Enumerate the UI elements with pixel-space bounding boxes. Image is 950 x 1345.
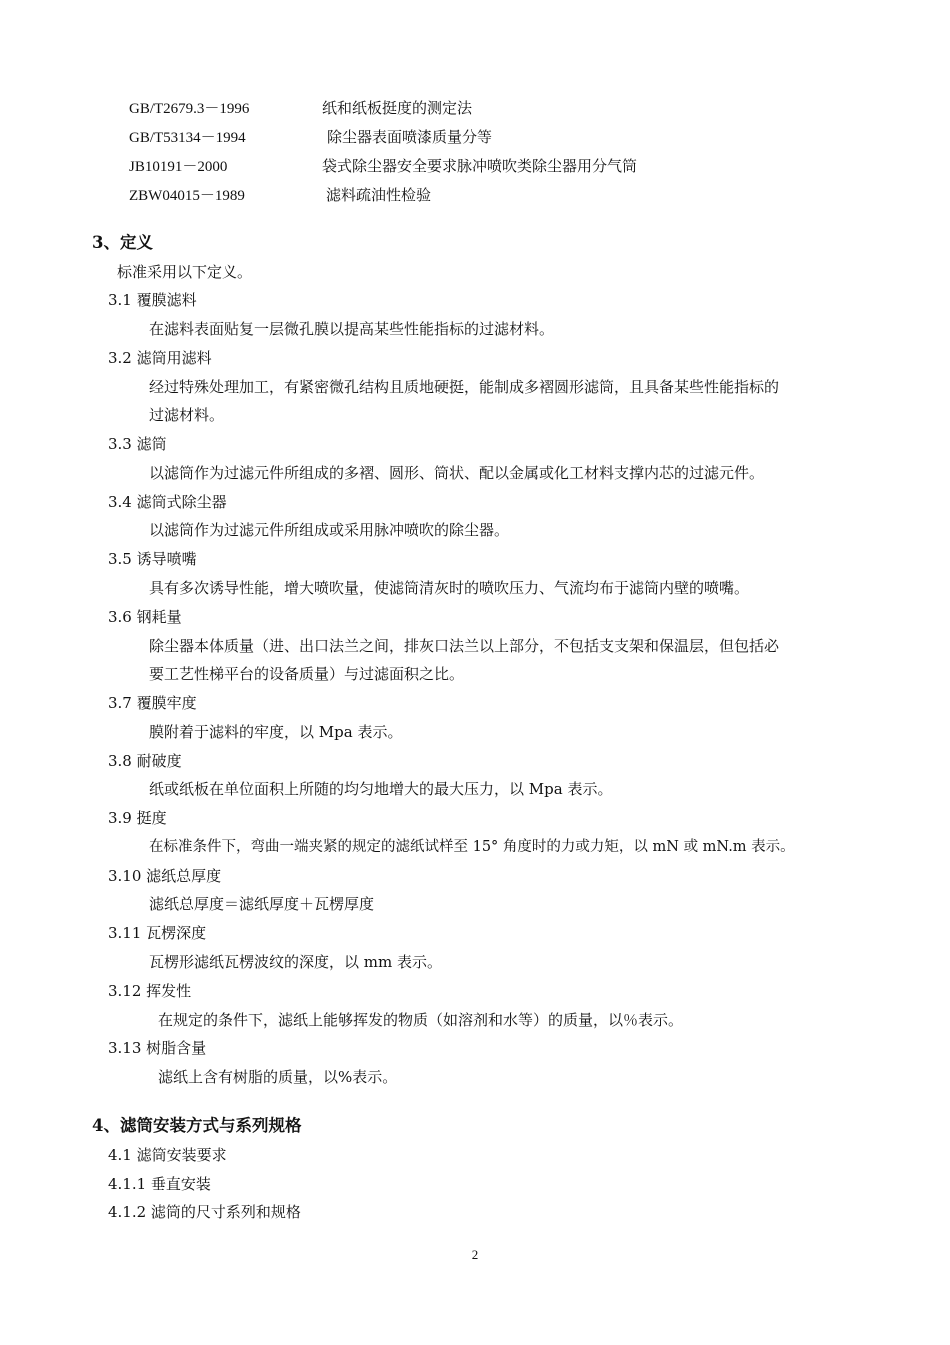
- section-heading: 3、定义: [92, 233, 153, 252]
- definition-text: 膜附着于滤料的牢度，以 Mpa 表示。: [149, 723, 403, 741]
- standard-code: GB/T53134－1994: [129, 130, 246, 146]
- definition-text: 以滤筒作为过滤元件所组成或采用脉冲喷吹的除尘器。: [149, 521, 510, 539]
- definition-title: 3.3 滤筒: [108, 435, 167, 453]
- definition-title: 3.13 树脂含量: [108, 1039, 207, 1057]
- definition-title: 3.12 挥发性: [108, 982, 192, 1000]
- definition-title: 3.2 滤筒用滤料: [108, 349, 212, 367]
- definition-title: 3.9 挺度: [108, 809, 167, 827]
- definition-text: 要工艺性梯平台的设备质量）与过滤面积之比。: [149, 665, 465, 683]
- definition-text: 具有多次诱导性能，增大喷吹量，使滤筒清灰时的喷吹压力、气流均布于滤筒内壁的喷嘴。: [149, 579, 750, 597]
- page-number: 2: [471, 1247, 479, 1262]
- definition-text: 瓦楞形滤纸瓦楞波纹的深度，以 mm 表示。: [149, 953, 442, 971]
- definition-text: 在滤料表面贴复一层微孔膜以提高某些性能指标的过滤材料。: [149, 320, 555, 338]
- standard-name: 纸和纸板挺度的测定法: [322, 99, 473, 117]
- definition-title: 3.11 瓦楞深度: [108, 924, 207, 942]
- definition-text: 纸或纸板在单位面积上所随的均匀地增大的最大压力，以 Mpa 表示。: [149, 780, 613, 798]
- subsection-title: 4.1.2 滤筒的尺寸系列和规格: [108, 1203, 301, 1221]
- section-intro: 标准采用以下定义。: [117, 263, 253, 281]
- subsection-title: 4.1.1 垂直安装: [108, 1175, 211, 1193]
- standard-code: ZBW04015－1989: [129, 188, 245, 204]
- definition-text: 在规定的条件下，滤纸上能够挥发的物质（如溶剂和水等）的质量，以％表示。: [158, 1011, 684, 1029]
- definition-title: 3.8 耐破度: [108, 752, 182, 770]
- standard-name: 滤料疏油性检验: [326, 186, 432, 204]
- standard-name: 袋式除尘器安全要求脉冲喷吹类除尘器用分气筒: [322, 157, 638, 175]
- definition-title: 3.5 诱导喷嘴: [108, 550, 197, 568]
- subsection-title: 4.1 滤筒安装要求: [108, 1146, 227, 1164]
- definition-text: 在标准条件下，弯曲一端夹紧的规定的滤纸试样至 15° 角度时的力或力矩，以 mN 或 mN.m 表示。: [149, 839, 795, 855]
- definition-title: 3.10 滤纸总厚度: [108, 867, 222, 885]
- definition-title: 3.4 滤筒式除尘器: [108, 493, 227, 511]
- standard-code: GB/T2679.3－1996: [129, 101, 250, 117]
- definition-title: 3.1 覆膜滤料: [108, 291, 197, 309]
- definition-text: 滤纸总厚度＝滤纸厚度＋瓦楞厚度: [149, 895, 375, 913]
- definition-title: 3.7 覆膜牢度: [108, 694, 197, 712]
- standard-name: 除尘器表面喷漆质量分等: [327, 128, 493, 146]
- definition-text: 除尘器本体质量（进、出口法兰之间，排灰口法兰以上部分，不包括支支架和保温层，但包括必: [149, 637, 780, 655]
- definition-text: 以滤筒作为过滤元件所组成的多褶、圆形、筒状、配以金属或化工材料支撑内芯的过滤元件。: [149, 464, 765, 482]
- definition-text: 经过特殊处理加工，有紧密微孔结构且质地硬挺，能制成多褶圆形滤筒，且具备某些性能指标的: [149, 378, 780, 396]
- standard-code: JB10191－2000: [129, 159, 228, 175]
- definition-text: 滤纸上含有树脂的质量，以%表示。: [158, 1068, 398, 1086]
- definition-text: 过滤材料。: [149, 406, 225, 424]
- section-heading: 4、滤筒安装方式与系列规格: [92, 1116, 302, 1135]
- definition-title: 3.6 钢耗量: [108, 608, 182, 626]
